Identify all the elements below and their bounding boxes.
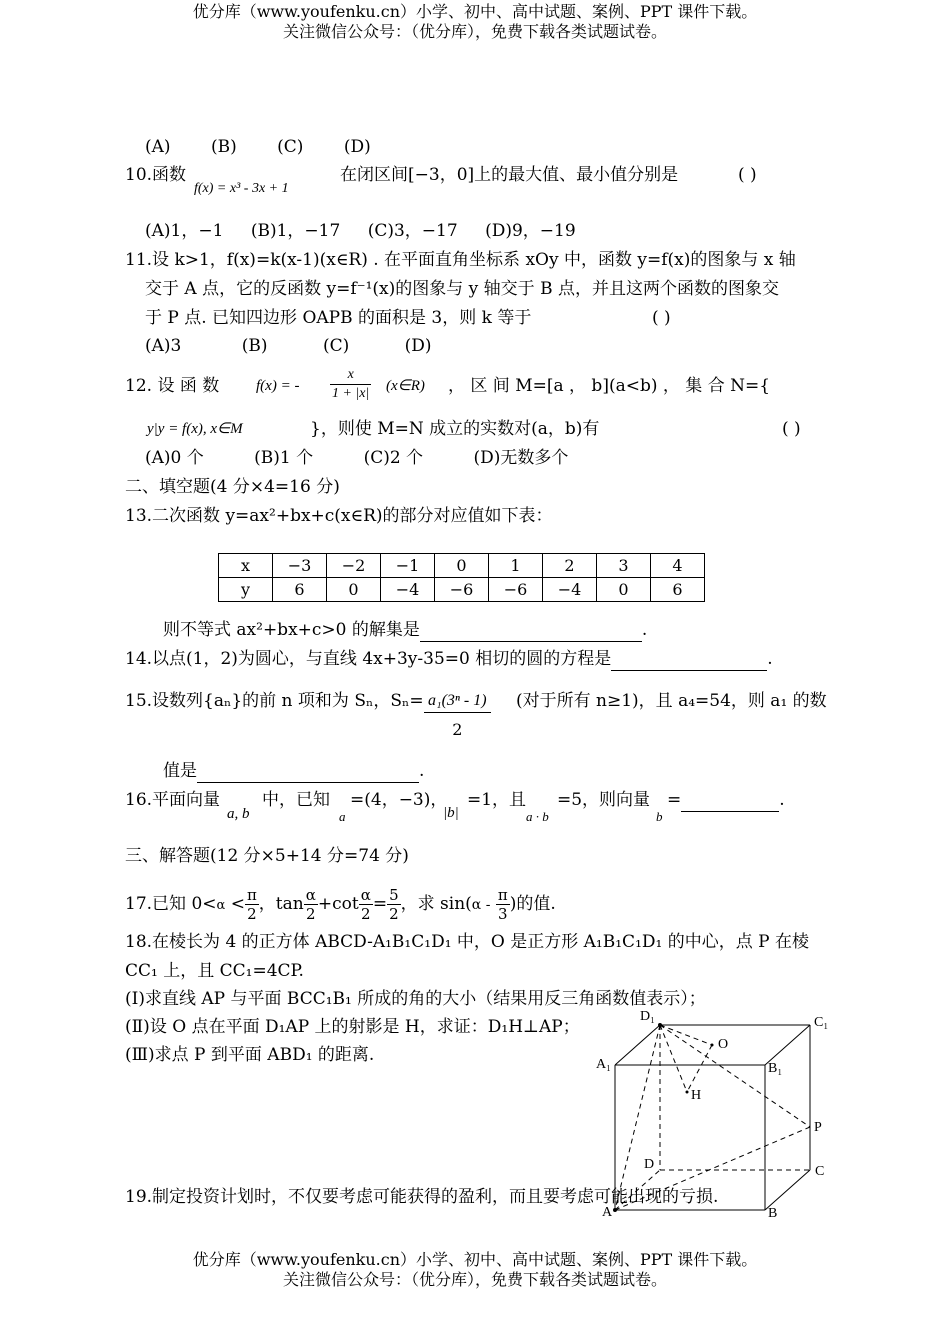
q14: [125, 648, 773, 671]
section-3-heading: 三、解答题(12 分×5+14 分=74 分): [125, 846, 409, 866]
q12-f-lhs: f(x) = -: [256, 378, 300, 394]
q12-option-a: (A)0 个: [145, 448, 204, 468]
label-a: A: [602, 1205, 613, 1220]
q17-five: 5: [389, 886, 399, 904]
q15-fraction: [424, 690, 491, 741]
label-d: D: [644, 1157, 655, 1172]
q15-frac-den: 2: [452, 720, 463, 739]
table-cell: 3: [597, 554, 651, 578]
q17-two-1: 2: [247, 905, 257, 923]
q12-fraction: [330, 366, 371, 403]
label-b: B: [768, 1206, 778, 1221]
table-cell: −6: [435, 578, 489, 602]
q16-t6: =: [667, 790, 682, 810]
q9-options: [145, 136, 371, 158]
q11-option-b: (B): [241, 336, 268, 356]
q12-option-d: (D)无数多个: [473, 448, 569, 468]
label-a1: A₁: [596, 1057, 611, 1072]
table-cell: −4: [543, 578, 597, 602]
q15-line-2-text: 值是: [163, 761, 197, 781]
point-d1: [658, 1023, 662, 1027]
line-d1-o: [660, 1025, 712, 1045]
q9-option-a: (A): [145, 137, 171, 157]
section-2-heading: 二、填空题(4 分×4=16 分): [125, 477, 340, 497]
q17-t2: ，求 sin(: [400, 894, 472, 914]
q16-t5: =5，则向量: [557, 790, 651, 810]
q17-two-3: 2: [361, 905, 371, 923]
q17-minus: α -: [471, 897, 491, 913]
q15-prefix: 15.设数列{aₙ}的前 n 项和为 Sₙ，Sₙ=: [125, 691, 424, 711]
q17-tan: ，tan: [258, 894, 304, 914]
q9-option-c: (C): [277, 137, 304, 157]
q16-t1: 16.平面向量: [125, 790, 221, 810]
q11-options: [145, 335, 432, 357]
table-row-x: [219, 554, 705, 578]
label-p: P: [814, 1120, 822, 1135]
edge-b-c: [765, 1170, 810, 1210]
q10-prefix: 10.函数: [125, 165, 187, 185]
q10-paren: ( ): [738, 165, 757, 185]
q16-vector-a: a: [339, 809, 346, 824]
q11-line-1: 11.设 k>1，f(x)=k(x-1)(x∈R) . 在平面直角坐标系 xOy 中，函数 y=f(x)的图象与 x 轴: [125, 250, 796, 270]
q16-dot-product: a · b: [526, 809, 549, 824]
q17-pi-2: π: [497, 886, 508, 904]
q18-part-3: (Ⅲ)求点 P 到平面 ABD₁ 的距离.: [125, 1045, 375, 1065]
q17-alpha: α: [216, 898, 226, 913]
point-o: [711, 1044, 714, 1047]
table-cell: −6: [489, 578, 543, 602]
q19-text: 19.制定投资计划时，不仅要考虑可能获得的盈利，而且要考虑可能出现的亏损.: [125, 1187, 719, 1207]
line-d1-h: [660, 1025, 687, 1092]
q12-paren: ( ): [782, 419, 801, 439]
table-cell: −2: [327, 554, 381, 578]
q16-end: .: [779, 790, 785, 810]
table-cell: 6: [273, 578, 327, 602]
q16-answer-blank[interactable]: [681, 789, 779, 812]
label-o: O: [718, 1037, 729, 1052]
q15-line-2: [163, 760, 424, 783]
q12-prefix: 12. 设 函 数: [125, 376, 220, 396]
q17-two-4: 2: [389, 905, 399, 923]
q14-answer-blank[interactable]: [611, 648, 767, 671]
table-cell: −3: [273, 554, 327, 578]
q12-frac-den: 1 + |x|: [332, 386, 370, 401]
footer-line-2: 关注微信公众号：（优分库），免费下载各类试题试卷。: [282, 1270, 667, 1289]
q17-alpha-2: α: [305, 886, 316, 904]
q15-frac-num: a₁(3ⁿ - 1): [424, 690, 491, 713]
q11-line-2: 交于 A 点，它的反函数 y=f⁻¹(x)的图象与 y 轴交于 B 点，并且这两个函数的图象交: [145, 279, 779, 299]
footer-line-1: 优分库（www.youfenku.cn）小学、初中、高中试题、案例、PPT 课件下载。: [192, 1250, 758, 1269]
q11-option-a: (A)3: [145, 336, 182, 356]
q11-line-3: 于 P 点. 已知四边形 OAPB 的面积是 3，则 k 等于: [145, 308, 532, 328]
q11-option-d: (D): [404, 336, 432, 356]
q10-option-a: (A)1，−1: [145, 221, 224, 241]
q12-mid: ， 区 间 M=[a ， b](a<b) ， 集 合 N={: [448, 376, 771, 396]
q17-cot: +cot: [317, 894, 359, 914]
q11-option-c: (C): [322, 336, 350, 356]
edge-b1-c1: [765, 1025, 810, 1065]
table-row-y: [219, 578, 705, 602]
q12-option-b: (B)1 个: [254, 448, 314, 468]
label-b1: B₁: [768, 1061, 783, 1076]
label-c1: C₁: [814, 1015, 829, 1030]
edge-a1-d1: [615, 1025, 660, 1065]
q9-option-b: (B): [210, 137, 237, 157]
table-cell: 1: [489, 554, 543, 578]
q16-t4: =1，且: [467, 790, 527, 810]
q12-options: [145, 447, 568, 469]
q18-part-2: (Ⅱ)设 O 点在平面 D₁AP 上的射影是 H，求证：D₁H⊥AP；: [125, 1017, 580, 1037]
q17-alpha-3: α: [360, 886, 371, 904]
q17-pi-1: π: [246, 886, 257, 904]
q17-eq: =: [372, 894, 388, 914]
q13-after-text: 则不等式 ax²+bx+c>0 的解集是: [163, 620, 420, 640]
table-cell: −4: [381, 578, 435, 602]
q13-after: [163, 619, 647, 642]
table-cell: y: [219, 578, 273, 602]
q10-option-c: (C)3，−17: [367, 221, 458, 241]
q16-t2: 中，已知: [262, 790, 330, 810]
q17-two-2: 2: [306, 905, 316, 923]
q16-answer: [667, 789, 785, 812]
q13-text: 13.二次函数 y=ax²+bx+c(x∈R)的部分对应值如下表：: [125, 506, 553, 526]
label-d1: D₁: [640, 1009, 655, 1024]
q13-answer-blank[interactable]: [420, 619, 642, 642]
q15-answer-blank[interactable]: [197, 760, 419, 783]
line-d1-a: [615, 1025, 660, 1210]
table-cell: x: [219, 554, 273, 578]
point-a: [613, 1208, 617, 1212]
label-h: H: [691, 1088, 702, 1103]
q18-part-1: (I)求直线 AP 与平面 BCC₁B₁ 所成的角的大小（结果用反三角函数值表示）；: [125, 989, 706, 1009]
q17-lt: <: [230, 894, 245, 914]
header-line-2: 关注微信公众号：（优分库），免费下载各类试题试卷。: [282, 22, 667, 41]
q10-text: 在闭区间[−3，0]上的最大值、最小值分别是: [340, 165, 679, 185]
q16-norm-b: |b|: [443, 805, 459, 821]
q17-t3: )的值.: [509, 894, 556, 914]
q14-end: .: [767, 649, 773, 669]
q16-vector-b: b: [656, 809, 663, 824]
line-d1-p: [660, 1025, 810, 1127]
table-cell: 4: [651, 554, 705, 578]
table-cell: −1: [381, 554, 435, 578]
q13-value-table: [218, 553, 705, 602]
table-cell: 0: [327, 578, 381, 602]
q11-paren: ( ): [652, 308, 671, 328]
q10-option-b: (B)1，−17: [250, 221, 341, 241]
q17-t1: 17.已知 0<: [125, 894, 217, 914]
q15-suffix: (对于所有 n≥1)，且 a₄=54，则 a₁ 的数: [516, 691, 827, 711]
q18-line-1: 18.在棱长为 4 的正方体 ABCD-A₁B₁C₁D₁ 中，O 是正方形 A₁B₁C₁D₁ 的中心，点 P 在棱: [125, 932, 809, 952]
q10-formula: f(x) = x³ - 3x + 1: [194, 181, 289, 196]
table-cell: 6: [651, 578, 705, 602]
q15-end: .: [419, 761, 425, 781]
q12-set: y|y = f(x), x∈M: [147, 421, 243, 437]
q12-domain: (x∈R): [386, 378, 425, 394]
q18-line-2: CC₁ 上，且 CC₁=4CP.: [125, 961, 304, 981]
q14-text: 14.以点(1，2)为圆心，与直线 4x+3y-35=0 相切的圆的方程是: [125, 649, 612, 669]
q9-option-d: (D): [343, 137, 371, 157]
q17-three: 3: [498, 905, 508, 923]
header-line-1: 优分库（www.youfenku.cn）小学、初中、高中试题、案例、PPT 课件下载。: [192, 2, 758, 21]
table-cell: 0: [597, 578, 651, 602]
q17: [125, 886, 556, 923]
point-h: [686, 1091, 689, 1094]
q16-vectors-ab: a, b: [227, 806, 250, 822]
q13-end: .: [641, 620, 648, 640]
q12-option-c: (C)2 个: [363, 448, 424, 468]
q10-options: [145, 220, 576, 242]
table-cell: 0: [435, 554, 489, 578]
q12-frac-num: x: [330, 366, 371, 385]
q12-line-2: }，则使 M=N 成立的实数对(a，b)有: [310, 419, 600, 439]
q10-option-d: (D)9，−19: [485, 221, 576, 241]
label-c: C: [815, 1164, 825, 1179]
table-cell: 2: [543, 554, 597, 578]
q16-t3: =(4，−3)，: [350, 790, 448, 810]
